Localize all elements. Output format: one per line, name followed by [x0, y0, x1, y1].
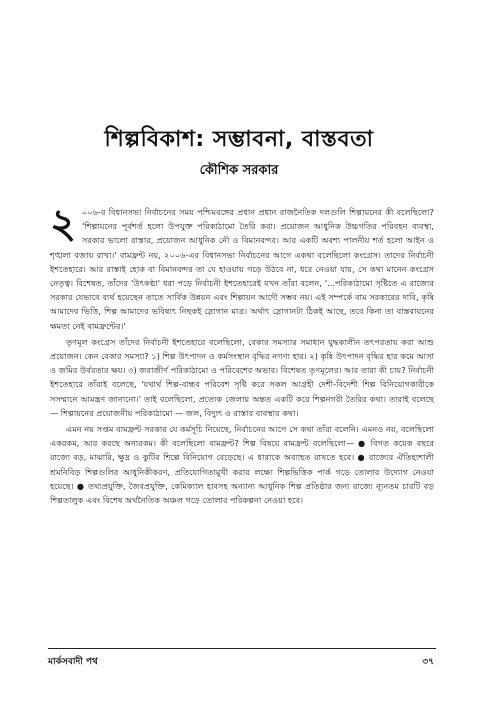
paragraph-3: এমন নয় সপ্তম বামফ্রন্ট সরকার যে কর্মসূচি নিয়েছে, নির্বাচনের আগে সে কথা তাঁরা বলেনি। এমনও নয়, বলেছিলো একরকম, আর করছে অন্যরকম। কী বলেছিলো বামফ্রন্ট? শিল্প বিষয়ে বামফ্রন্ট বলেছিলো— ● বিগত কয়েক বছরে রাজ্যে বড়, মাঝারি, ক্ষুদ্র ও কুটির শিল্পে বিনিয়োগ বেড়েছে। এ ধারাকে অব্যাহত রাখতে হবে। ● রাজ্যের ঐতিহ্যশালী শ্রমনিবিড় শিল্পগুলির আধুনিকীকরণ, প্রতিযোগিতামুখী করার লক্ষ্যে শিল্পভিত্তিক পার্ক গড়ে তোলার উদ্যোগ নেওয়া হয়েছে। ● তথ্যপ্রযুক্তি, জৈবপ্রযুক্তি, কেমিক্যাল হাবসহ অন্যান্য আধুনিক শিল্প প্রতিষ্ঠার জন্য রাজ্যে ন্যূনতম চারটি বড় শিল্পতালুক এবং বিশেষ অর্থনৈতিক অঞ্চল গড়ে তোলার পরিকল্পনা নেওয়া হবে।	[50, 424, 434, 506]
article-title: শিল্পবিকাশ: সম্ভাবনা, বাস্তবতা	[104, 127, 374, 152]
page-number: ৩৭	[422, 657, 434, 667]
author-name: কৌশিক সরকার	[199, 163, 279, 178]
journal-name: মার্কসবাদী পথ	[48, 657, 98, 667]
paragraph-1-text: ০০৬-র বিধানসভা নির্বাচনের সময় পশ্চিমবঙ্গের প্রধান প্রধান রাজনৈতিক দলগুলি শিল্পায়নের কী বলেছিলো? 'শিল্পায়নের পূর্বশর্ত হলো উপযুক্ত পরিকাঠামো তৈরি করা। প্রয়োজন আধুনিক উচ্চগতির পরিবহন ব্যবস্থা, সরকার ভালো রাস্তার, প্রয়োজন আধুনিক নৌ ও বিমানবন্দর। আর একটি অবশ্য পালনীয় শর্ত হলো আইন ও শৃঙ্খলা বজায় রাখা।' বামফ্রন্ট নয়, ২০০৬-এর বিধানসভা নির্বাচনের আগে একথা বলেছিলো কংগ্রেস। তাদের নির্বাচনী ইশতেহারে। আর রাস্তাই হোক বা বিমানবন্দর তা যে হাওয়ায় গড়ে উঠবে না, ধরে নেওয়া যায়, সে কথা মানেন কংগ্রেস নেতৃত্ব। বিশেষত, তাঁদের 'উৎকণ্ঠা' ধরা পড়ে নির্বাচনী ইশতেহারেই যখন তাঁরা বলেন, '...পরিকাঠামো সৃষ্টিতে এ রাজ্যের সরকার যেভাবে ব্যর্থ হয়েছেন তাতে সার্বিক উন্নয়ন এবং শিল্পায়ন আদৌ সম্ভব নয়। এই সম্পর্কে বাম সরকারের দাবি, কৃষি আমাদের ভিত্তি, শিল্প আমাদের ভবিষ্যৎ নিছকই স্লোগান মাত্র। অর্থাৎ স্লোগানটা ঠিকই আছে, তবে কিনা তা বাস্তবায়নের ক্ষমতা নেই বামফ্রন্টের।'	[50, 207, 434, 331]
paragraph-1	[50, 200, 434, 333]
drop-cap: ২	[50, 200, 77, 247]
footer-divider	[48, 648, 436, 649]
paragraph-2: তৃণমূল কংগ্রেস তাঁদের নির্বাচনী ইশতেহারে বলেছিলো, বেকার সমস্যার সমাধান যুদ্ধকালীন তৎপরতায় করা আশু প্রয়োজন। কেন বেকার সমস্যা? ১) শিল্প উৎপাদন ও কর্মসংস্থান বৃদ্ধির নগণ্য হার। ২) কৃষি উৎপাদন বৃদ্ধির হার কমে আসা ও জমির উর্বরতার ক্ষয়। ৩) জরাজীর্ণ পরিকাঠামো ও পরিবেশের অভাব। বিশেষত তৃণমূলের। আর তারা কী চায়? নির্বাচনী ইশতেহারে তাঁরাই বলেছে, 'যথার্থ শিল্প-বান্ধব পরিবেশ সৃষ্টি করে সকল আগ্রহী দেশী-বিদেশী শিল্প বিনিয়োগকারীকে সসম্মানে আমন্ত্রণ জানানো।' তাই বলেছিলো, প্রত্যেক জেলায় অন্তত একটি করে শিল্পনগরী তৈরির কথা। তারাই বলেছে — শিল্পায়নের প্রয়োজনীয় পরিকাঠামো — জল, বিদ্যুৎ ও রাস্তার ব্যবস্থার কথা।	[50, 336, 434, 418]
article-body	[50, 200, 434, 507]
